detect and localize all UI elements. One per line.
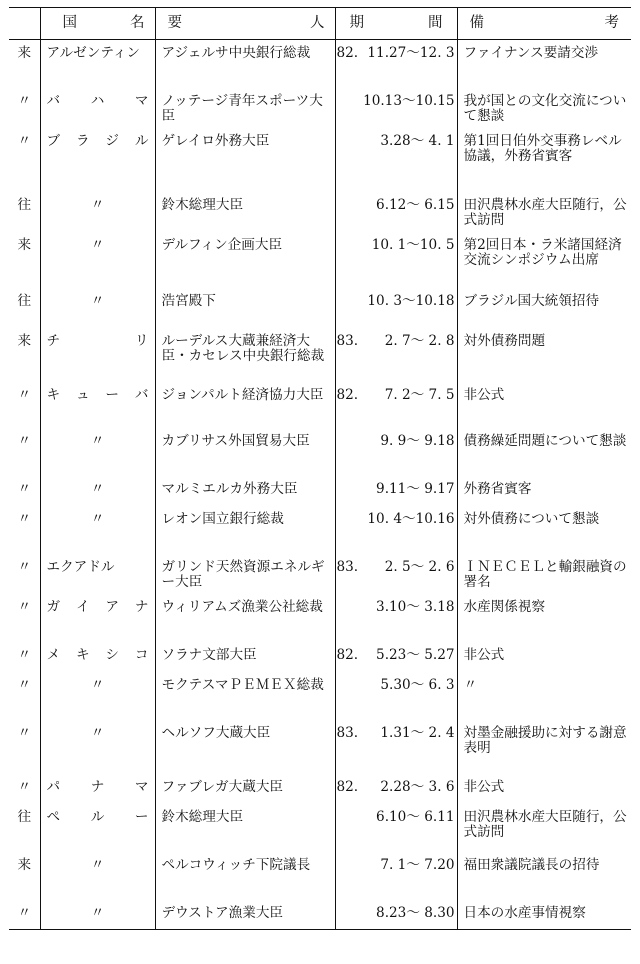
table-row <box>9 900 631 930</box>
remark-cell: ＩＮＥＣＥＬと輸銀融資の署名 <box>457 554 631 594</box>
period-year: 82. <box>336 45 359 61</box>
period-cell <box>335 774 457 804</box>
period-cell <box>335 192 457 232</box>
period-cell <box>335 40 457 88</box>
remark-cell: 〃 <box>457 672 631 720</box>
header-direction <box>9 8 40 40</box>
period-dates: 10. 3～10.18 <box>367 292 455 309</box>
remark-cell: 福田衆議院議長の招待 <box>457 852 631 900</box>
country-cell: エクアドル <box>40 554 155 594</box>
country-cell: 〃 <box>40 852 155 900</box>
person-cell: ファブレガ大蔵大臣 <box>155 774 335 804</box>
direction-cell: 〃 <box>9 900 40 930</box>
period-year: 82. <box>336 386 359 403</box>
direction-cell: 往 <box>17 292 32 309</box>
table-row <box>9 554 631 594</box>
period-dates: 2.28～ 3. 6 <box>380 778 455 795</box>
remark-cell: ファイナンス要請交渉 <box>457 40 631 88</box>
remark-cell: 第1回日伯外交事務レベル協議，外務省賓客 <box>457 128 631 192</box>
direction-cell: 往 <box>17 808 32 825</box>
person-cell: マルミエルカ外務大臣 <box>155 476 335 506</box>
period-cell <box>335 382 457 428</box>
person-cell: デルフィン企画大臣 <box>155 232 335 288</box>
country-cell: ガ イ ア ナ <box>40 594 155 642</box>
period-dates: 9.11～ 9.17 <box>376 480 455 497</box>
period-cell <box>335 720 457 774</box>
direction-cell: 〃 <box>17 646 32 663</box>
period-dates: 10. 4～10.16 <box>367 510 455 527</box>
period-year: 82. <box>336 646 359 663</box>
period-cell <box>335 642 457 672</box>
direction-cell: 〃 <box>17 598 32 615</box>
header-remark: 備 考 <box>457 8 631 40</box>
person-cell: ペルコウィッチ下院議長 <box>155 852 335 900</box>
person-cell: 鈴木総理大臣 <box>155 192 335 232</box>
person-cell: ガリンド天然資源エネルギー大臣 <box>155 554 335 594</box>
direction-cell: 〃 <box>17 558 32 575</box>
table-row <box>9 128 631 192</box>
period-cell <box>335 804 457 852</box>
remark-cell: 田沢農林水産大臣随行，公式訪問 <box>457 804 631 852</box>
header-period: 期 間 <box>335 8 457 40</box>
period-dates: 10.13～10.15 <box>363 92 455 109</box>
country-cell: 〃 <box>40 288 155 328</box>
direction-cell: 〃 <box>17 480 32 497</box>
person-cell: ゲレイロ外務大臣 <box>155 128 335 192</box>
remark-cell: 非公式 <box>457 774 631 804</box>
country-cell: バ ハ マ <box>40 88 155 128</box>
period-dates: 11.27～12. 3 <box>367 45 455 61</box>
country-cell: パ ナ マ <box>40 774 155 804</box>
person-cell: カブリサス外国貿易大臣 <box>155 428 335 476</box>
country-cell: 〃 <box>40 232 155 288</box>
period-dates: 6.10～ 6.11 <box>376 808 455 825</box>
period-dates: 6.12～ 6.15 <box>376 196 455 213</box>
remark-cell: 非公式 <box>457 642 631 672</box>
period-cell <box>335 672 457 720</box>
table-row <box>9 192 631 232</box>
person-cell: ウィリアムズ漁業公社総裁 <box>155 594 335 642</box>
remark-cell: 水産関係視察 <box>457 594 631 642</box>
direction-cell: 〃 <box>17 724 32 741</box>
table-row <box>9 232 631 288</box>
country-cell: ペ ル ー <box>40 804 155 852</box>
period-dates: 3.10～ 3.18 <box>376 598 455 615</box>
country-cell: 〃 <box>40 720 155 774</box>
period-year: 82. <box>336 778 359 795</box>
table-row <box>9 672 631 720</box>
direction-cell: 来 <box>17 236 32 253</box>
period-cell <box>335 288 457 328</box>
country-cell: アルゼンティン <box>40 40 155 88</box>
person-cell: ノッテージ青年スポーツ大臣 <box>155 88 335 128</box>
period-cell <box>335 128 457 192</box>
direction-cell: 〃 <box>17 132 32 149</box>
remark-cell: 対外債務について懇談 <box>457 506 631 554</box>
direction-cell: 往 <box>17 196 32 213</box>
remark-cell: 対外債務問題 <box>457 328 631 382</box>
table-row <box>9 852 631 900</box>
person-cell: ジョンパルト経済協力大臣 <box>155 382 335 428</box>
period-cell <box>335 232 457 288</box>
period-cell <box>335 476 457 506</box>
period-dates: 1.31～ 2. 4 <box>380 724 455 741</box>
remark-cell: ブラジル国大統領招待 <box>457 288 631 328</box>
remark-cell: 田沢農林水産大臣随行，公式訪問 <box>457 192 631 232</box>
remark-cell: 日本の水産事情視察 <box>457 900 631 930</box>
period-cell <box>335 594 457 642</box>
table-row <box>9 774 631 804</box>
direction-cell: 〃 <box>17 778 32 795</box>
period-year: 83. <box>336 558 359 575</box>
person-cell: デウストア漁業大臣 <box>155 900 335 930</box>
visits-table <box>9 7 631 930</box>
direction-cell: 来 <box>17 856 32 873</box>
table-row <box>9 328 631 382</box>
direction-cell: 〃 <box>17 510 32 527</box>
direction-cell: 来 <box>17 45 32 61</box>
country-cell: メ キ シ コ <box>40 642 155 672</box>
period-dates: 2. 5～ 2. 6 <box>384 558 455 575</box>
period-cell <box>335 900 457 930</box>
person-cell: アジェルサ中央銀行総裁 <box>155 40 335 88</box>
table-row <box>9 288 631 328</box>
remark-cell: 外務省賓客 <box>457 476 631 506</box>
table-row <box>9 642 631 672</box>
period-dates: 5.30～ 6. 3 <box>380 676 455 693</box>
person-cell: 浩宮殿下 <box>155 288 335 328</box>
period-year: 83. <box>336 724 359 741</box>
table-row <box>9 594 631 642</box>
period-cell <box>335 328 457 382</box>
country-cell: 〃 <box>40 672 155 720</box>
period-cell <box>335 428 457 476</box>
remark-cell: 我が国との文化交流について懇談 <box>457 88 631 128</box>
period-dates: 7. 2～ 7. 5 <box>384 386 455 403</box>
remark-cell: 第2回日本・ラ米諸国経済交流シンポジウム出席 <box>457 232 631 288</box>
table-row <box>9 720 631 774</box>
table-body <box>9 40 631 930</box>
period-dates: 7. 1～ 7.20 <box>380 856 455 873</box>
person-cell: モクテスマＰＥＭＥＸ総裁 <box>155 672 335 720</box>
table-row <box>9 88 631 128</box>
table-row <box>9 506 631 554</box>
direction-cell: 来 <box>17 332 32 349</box>
period-dates: 5.23～ 5.27 <box>376 646 455 663</box>
table-row <box>9 804 631 852</box>
direction-cell: 〃 <box>17 432 32 449</box>
period-dates: 10. 1～10. 5 <box>371 236 455 253</box>
remark-cell: 非公式 <box>457 382 631 428</box>
country-cell: チ リ <box>40 328 155 382</box>
period-year: 83. <box>336 332 359 349</box>
remark-cell: 債務繰延問題について懇談 <box>457 428 631 476</box>
country-cell: 〃 <box>40 506 155 554</box>
period-dates: 2. 7～ 2. 8 <box>384 332 455 349</box>
person-cell: レオン国立銀行総裁 <box>155 506 335 554</box>
remark-cell: 対墨金融援助に対する謝意表明 <box>457 720 631 774</box>
table-row <box>9 40 631 88</box>
header-person: 要 人 <box>155 8 335 40</box>
person-cell: ヘルソフ大蔵大臣 <box>155 720 335 774</box>
table-row <box>9 382 631 428</box>
table-row <box>9 428 631 476</box>
country-cell: 〃 <box>40 192 155 232</box>
country-cell: 〃 <box>40 900 155 930</box>
period-cell <box>335 852 457 900</box>
period-dates: 3.28～ 4. 1 <box>380 132 455 149</box>
person-cell: ルーデルス大蔵兼経済大臣・カセレス中央銀行総裁 <box>155 328 335 382</box>
country-cell: 〃 <box>40 476 155 506</box>
country-cell: キ ュ ー バ <box>40 382 155 428</box>
person-cell: 鈴木総理大臣 <box>155 804 335 852</box>
period-cell <box>335 88 457 128</box>
table-row <box>9 476 631 506</box>
header-country: 国 名 <box>40 8 155 40</box>
direction-cell: 〃 <box>17 92 32 109</box>
period-cell <box>335 506 457 554</box>
country-cell: 〃 <box>40 428 155 476</box>
period-dates: 9. 9～ 9.18 <box>380 432 455 449</box>
table-header-row <box>9 8 631 40</box>
person-cell: ソラナ文部大臣 <box>155 642 335 672</box>
direction-cell: 〃 <box>17 386 32 403</box>
country-cell: ブ ラ ジ ル <box>40 128 155 192</box>
period-dates: 8.23～ 8.30 <box>376 904 455 921</box>
direction-cell: 〃 <box>17 676 32 693</box>
period-cell <box>335 554 457 594</box>
